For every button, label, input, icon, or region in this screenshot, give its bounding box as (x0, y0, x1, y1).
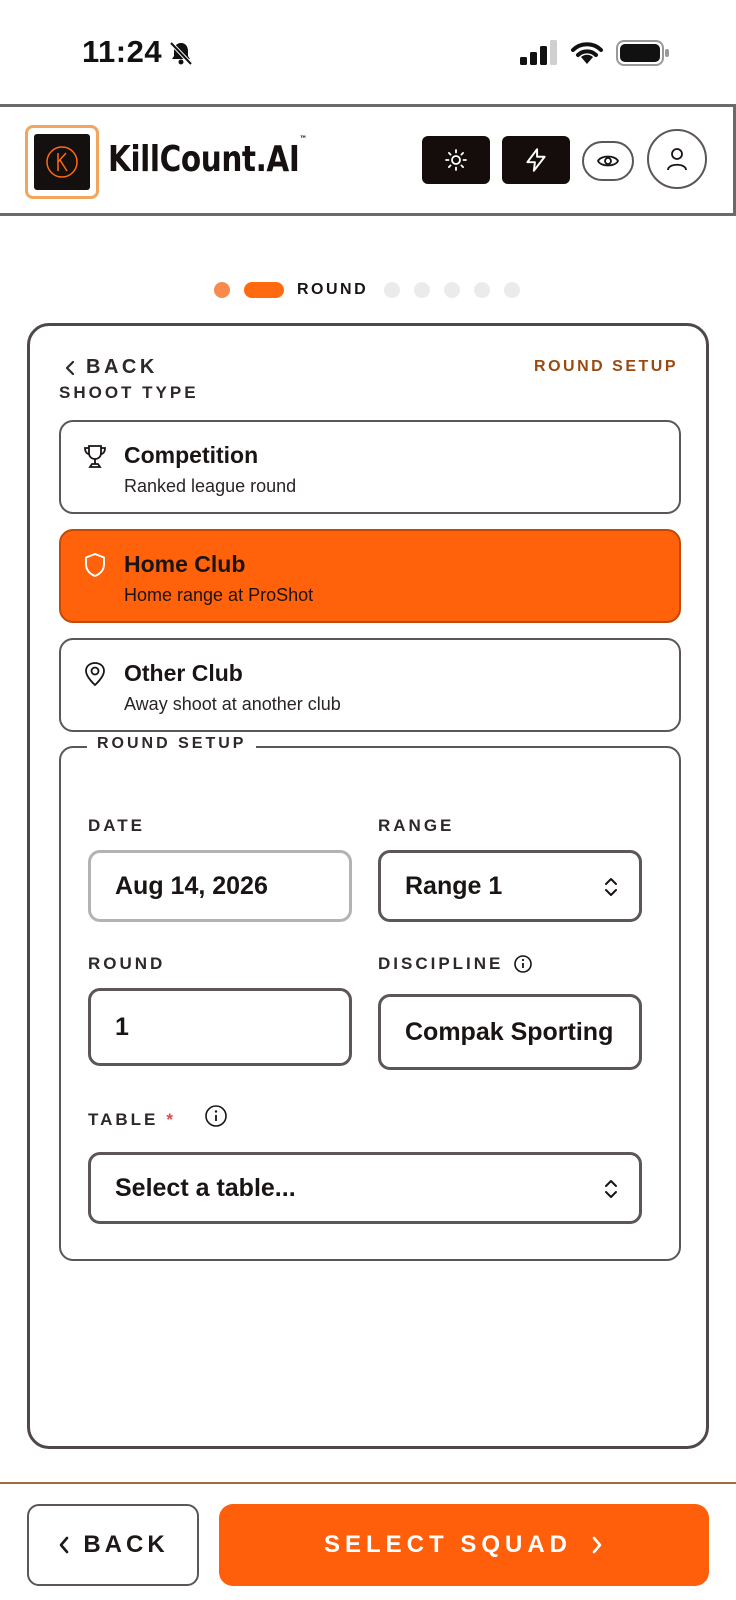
trophy-icon (81, 442, 109, 470)
chevron-right-icon (590, 1535, 604, 1555)
range-label (378, 816, 454, 836)
section-tag: ROUND SETUP (534, 358, 678, 375)
date-label-text: DATE (88, 816, 146, 835)
round-label-text: ROUND (88, 954, 166, 973)
footer-back-button[interactable] (27, 1504, 199, 1586)
select-squad-label: SELECT SQUAD (323, 1531, 572, 1558)
info-icon[interactable] (204, 1104, 228, 1128)
discipline-field[interactable] (378, 994, 642, 1070)
logo-mark (34, 134, 90, 190)
option-home-club[interactable] (59, 529, 681, 623)
card-back-label: BACK (86, 356, 158, 378)
status-bar (0, 0, 736, 104)
card-back-link[interactable] (64, 356, 158, 379)
option-title: Competition (124, 442, 259, 468)
progress-stepper (214, 280, 534, 300)
step-dot-pending (444, 282, 460, 298)
k-logo-icon (34, 134, 90, 190)
profile-button[interactable] (647, 129, 707, 189)
shoot-type-label: SHOOT TYPE (59, 383, 199, 402)
chevron-left-icon (57, 1535, 71, 1555)
table-label-text: TABLE (88, 1110, 159, 1129)
round-input[interactable] (88, 988, 352, 1066)
table-select[interactable] (88, 1152, 642, 1224)
visibility-toggle-button[interactable] (582, 141, 634, 181)
user-icon (666, 147, 688, 171)
round-value: 1 (115, 1012, 129, 1041)
date-field[interactable] (88, 850, 352, 922)
step-dot-pending (504, 282, 520, 298)
step-pill-current (244, 282, 284, 298)
date-label (88, 816, 145, 836)
round-label (88, 954, 165, 974)
range-value: Range 1 (405, 871, 503, 900)
discipline-label-text: DISCIPLINE (378, 954, 504, 973)
option-competition[interactable] (59, 420, 681, 514)
table-placeholder: Select a table... (115, 1173, 296, 1202)
discipline-label (378, 954, 533, 974)
step-dot-pending (414, 282, 430, 298)
date-value: Aug 14, 2026 (115, 871, 268, 900)
discipline-value: Compak Sporting (405, 1017, 614, 1046)
option-subtitle: Home range at ProShot (124, 585, 314, 605)
light-theme-button[interactable] (422, 136, 490, 184)
bell-muted-icon (168, 40, 194, 66)
option-subtitle: Ranked league round (124, 476, 297, 496)
footer-back-label: BACK (83, 1531, 169, 1558)
option-title: Other Club (124, 660, 243, 686)
eye-icon (597, 153, 619, 169)
chevron-left-icon (64, 360, 76, 376)
cellular-signal-icon (520, 40, 560, 66)
app-header (0, 104, 736, 216)
shield-icon (81, 551, 109, 579)
step-dot-pending (384, 282, 400, 298)
round-setup-fieldset (59, 735, 681, 1261)
round-setup-card (27, 323, 709, 1449)
option-title: Home Club (124, 551, 246, 577)
info-icon[interactable] (513, 954, 533, 974)
chevron-up-down-icon (603, 875, 619, 899)
range-label-text: RANGE (378, 816, 455, 835)
footer-divider (0, 1482, 736, 1484)
sun-icon (444, 148, 468, 172)
fieldset-legend: ROUND SETUP (87, 735, 256, 753)
option-subtitle: Away shoot at another club (124, 694, 341, 714)
brand-name (108, 135, 307, 180)
option-other-club[interactable] (59, 638, 681, 732)
map-pin-icon (81, 660, 109, 688)
required-asterisk: * (166, 1110, 177, 1129)
status-time: 11:24 (82, 34, 163, 69)
chevron-up-down-icon (603, 1177, 619, 1201)
app-logo[interactable] (25, 125, 99, 199)
select-squad-button[interactable] (219, 1504, 709, 1586)
brand-text: KillCount.AI (108, 139, 300, 180)
range-select[interactable] (378, 850, 642, 922)
trademark: ™ (299, 135, 307, 145)
step-dot-pending (474, 282, 490, 298)
wifi-icon (570, 40, 604, 66)
battery-icon (616, 40, 670, 66)
power-mode-button[interactable] (502, 136, 570, 184)
step-dot-completed (214, 282, 230, 298)
table-label (88, 1110, 228, 1130)
current-step-label: ROUND (297, 281, 369, 298)
bolt-icon (523, 147, 549, 173)
